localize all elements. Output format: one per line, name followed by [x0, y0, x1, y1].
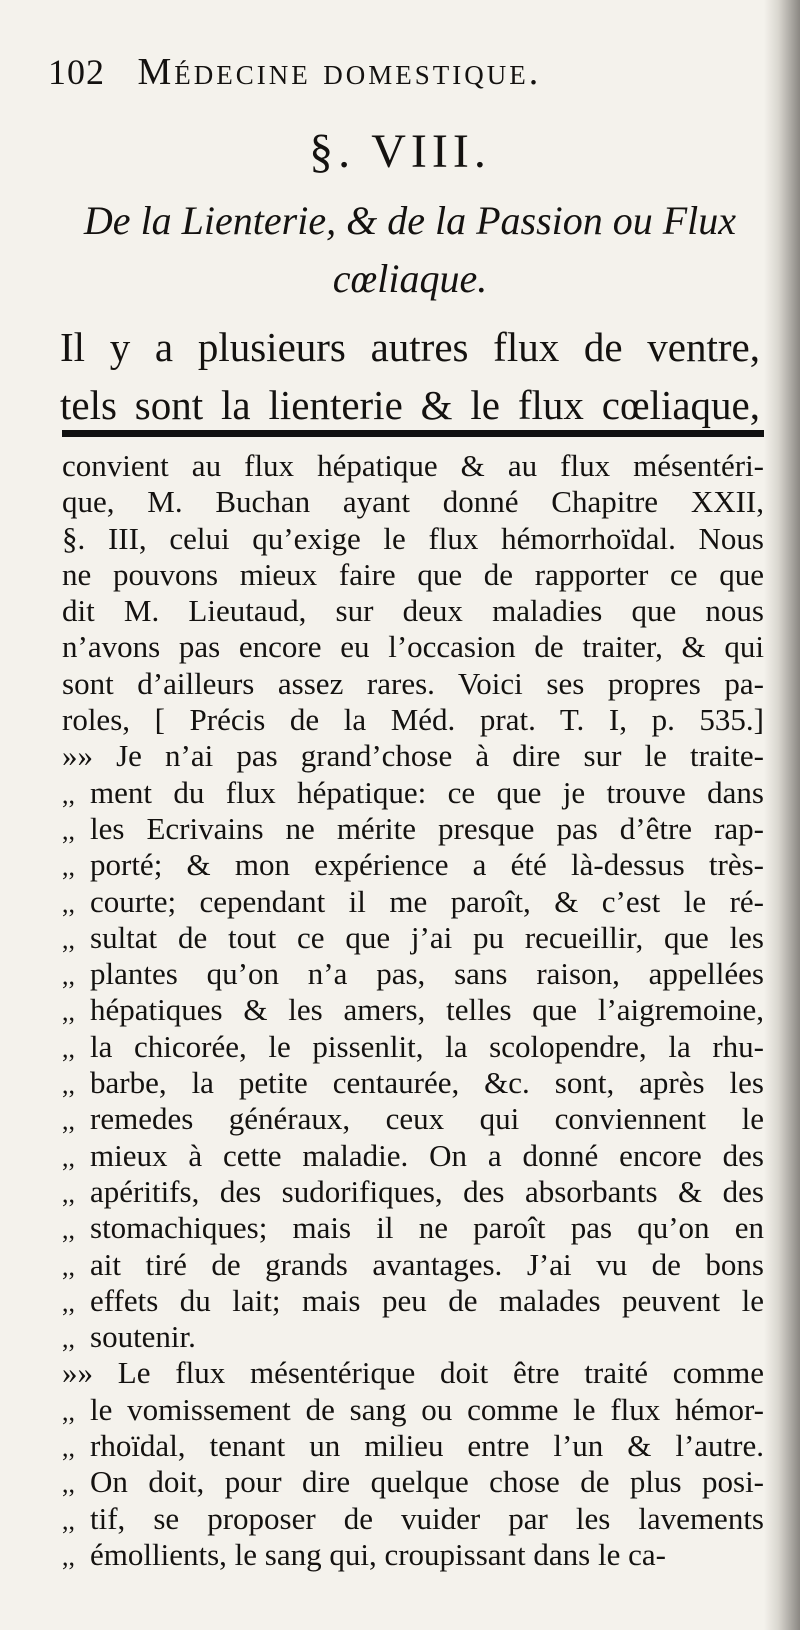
text-line-content: apéritifs, des sudorifiques, des absorbants & des [90, 1173, 764, 1209]
text-line-content: sont d’ailleurs assez rares. Voici ses propres pa- [62, 665, 764, 701]
footnote-rule [62, 430, 764, 437]
text-line [62, 992, 764, 1028]
text-line-content: ment du flux hépatique: ce que je trouve dans [90, 774, 764, 810]
text-line [62, 1355, 764, 1391]
text-line-content: mieux à cette maladie. On a donné encore des [90, 1137, 764, 1173]
text-line-content: §. III, celui qu’exige le flux hémorrhoïdal. Nous [62, 520, 764, 556]
text-line-content: effets du lait; mais peu de malades peuvent le [90, 1282, 764, 1318]
quote-mark: ,, [62, 779, 75, 809]
text-line-content: On doit, pour dire quelque chose de plus posi- [90, 1464, 764, 1500]
opening-line-1: Il y a plusieurs autres flux de ventre, [60, 324, 760, 370]
text-line-content: n’avons pas encore eu l’occasion de traiter, & qui [62, 629, 764, 665]
text-line-content: remedes généraux, ceux qui conviennent le [90, 1101, 764, 1137]
text-line [62, 811, 764, 847]
text-line-content: ne pouvons mieux faire que de rapporter ce que [62, 556, 764, 592]
text-line-content: courte; cependant il me paroît, & c’est le ré- [90, 883, 764, 919]
text-line-content: soutenir. [90, 1319, 196, 1355]
text-line [62, 1392, 764, 1428]
quote-mark: ,, [62, 1541, 75, 1571]
footnote-text [62, 448, 764, 1573]
quote-mark: ,, [62, 1324, 75, 1354]
text-line [62, 593, 764, 629]
text-line-content: les Ecrivains ne mérite presque pas d’être rap- [90, 810, 764, 846]
text-line [62, 847, 764, 883]
page-gutter-shadow [764, 0, 800, 1630]
text-line-content: hépatiques & les amers, telles que l’aigremoine, [90, 992, 764, 1028]
quote-mark: ,, [62, 1106, 75, 1136]
text-line-content: »» Je n’ai pas grand’chose à dire sur le traite- [62, 738, 764, 774]
text-line-content: stomachiques; mais il ne paroît pas qu’on en [90, 1210, 764, 1246]
text-line-content: porté; & mon expérience a été là-dessus très- [90, 847, 764, 883]
section-heading [60, 192, 760, 308]
quote-mark: ,, [62, 1251, 75, 1281]
section-number: §. VIII. [309, 125, 491, 178]
text-line [62, 1247, 764, 1283]
text-line [62, 1319, 764, 1355]
running-title: Médecine domestique. [137, 51, 542, 93]
quote-mark: ,, [62, 1178, 75, 1208]
section-heading-line-2: cœliaque. [332, 256, 488, 301]
text-line [62, 484, 764, 520]
text-line-content: sultat de tout ce que j’ai pu recueillir, que les [90, 919, 764, 955]
quote-mark: ,, [62, 961, 75, 991]
text-line-content: le vomissement de sang ou comme le flux hémor- [90, 1391, 764, 1427]
text-line [62, 521, 764, 557]
text-line [62, 1283, 764, 1319]
quote-mark: ,, [62, 888, 75, 918]
text-line [62, 1138, 764, 1174]
quote-mark: ,, [62, 1215, 75, 1245]
text-line [62, 1065, 764, 1101]
text-line [62, 884, 764, 920]
text-line-content: barbe, la petite centaurée, &c. sont, après les [90, 1065, 764, 1101]
quote-mark: ,, [62, 1033, 75, 1063]
quote-mark: ,, [62, 815, 75, 845]
quote-mark: ,, [62, 997, 75, 1027]
quote-mark: ,, [62, 1287, 75, 1317]
text-line [62, 702, 764, 738]
text-line-content: rhoïdal, tenant un milieu entre l’un & l’autre. [90, 1428, 764, 1464]
text-line [62, 1174, 764, 1210]
text-line-content: la chicorée, le pissenlit, la scolopendre, la rhu- [90, 1028, 764, 1064]
quote-mark: ,, [62, 1396, 75, 1426]
text-line-content: tif, se proposer de vuider par les lavements [90, 1500, 764, 1536]
text-line [62, 1428, 764, 1464]
page-number: 102 [48, 52, 105, 92]
text-line [62, 666, 764, 702]
text-line [62, 629, 764, 665]
quote-mark: ,, [62, 924, 75, 954]
quote-mark: ,, [62, 1469, 75, 1499]
quote-mark: ,, [62, 1142, 75, 1172]
quote-mark: ,, [62, 1070, 75, 1100]
text-line [62, 738, 764, 774]
text-line-content: plantes qu’on n’a pas, sans raison, appellées [90, 956, 764, 992]
text-line [62, 1464, 764, 1500]
text-line-content: convient au flux hépatique & au flux mésentéri- [62, 448, 764, 483]
text-line [62, 1501, 764, 1537]
text-line-content: dit M. Lieutaud, sur deux maladies que nous [62, 593, 764, 629]
text-line-content: que, M. Buchan ayant donné Chapitre XXII, [62, 484, 764, 520]
quote-mark: ,, [62, 1505, 75, 1535]
text-line [62, 1101, 764, 1137]
text-line [62, 448, 764, 484]
text-line [62, 956, 764, 992]
text-line [62, 1210, 764, 1246]
text-line [62, 775, 764, 811]
opening-paragraph [60, 318, 760, 434]
text-line-content: émollients, le sang qui, croupissant dans le ca- [90, 1536, 666, 1572]
quote-mark: ,, [62, 1433, 75, 1463]
text-line [62, 557, 764, 593]
text-line-content: »» Le flux mésentérique doit être traité comme [62, 1355, 764, 1391]
running-header [48, 50, 738, 106]
text-line-content: roles, [ Précis de la Méd. prat. T. I, p. 535.] [62, 702, 764, 738]
text-line [62, 920, 764, 956]
quote-mark: ,, [62, 852, 75, 882]
opening-line-2: tels sont la lienterie & le flux cœliaque, [60, 382, 760, 428]
section-heading-line-1: De la Lienterie, & de la Passion ou Flux [83, 198, 737, 243]
text-line [62, 1537, 764, 1573]
text-line [62, 1029, 764, 1065]
text-line-content: ait tiré de grands avantages. J’ai vu de bons [90, 1246, 764, 1282]
